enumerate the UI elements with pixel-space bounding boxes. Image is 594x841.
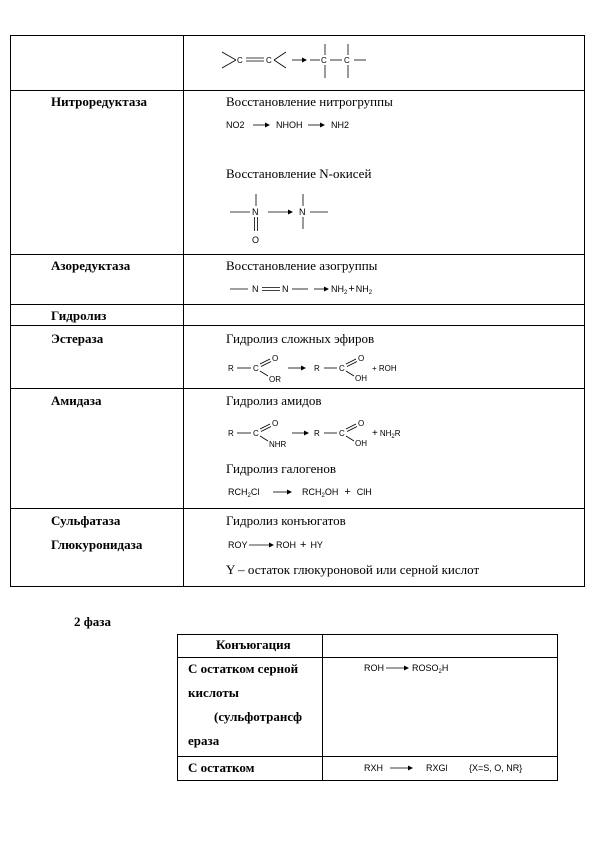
sulfate-row-line2: кислоты (188, 685, 239, 700)
glucuronidation-rxgl: RXGl (426, 763, 448, 773)
halogen-hydrolysis-scheme (226, 483, 426, 503)
conjugate-roh: ROH (276, 540, 296, 550)
enzyme-azoreductase: Азоредуктаза (51, 258, 131, 273)
halogen-plus: + (344, 486, 351, 498)
glucuronidation-note: {X=S, O, NR} (469, 763, 523, 773)
amide-r2: R (314, 429, 320, 438)
nitro-no2: NO2 (226, 120, 245, 130)
halogen-reactant-cl: Cl (250, 487, 260, 497)
ester-r1: R (228, 364, 234, 373)
azo-reduction-scheme (228, 280, 398, 300)
atom-c4: C (344, 56, 350, 65)
ester-o2: O (358, 354, 365, 363)
halogen-clh: ClH (356, 487, 372, 497)
reaction-ester-hydrolysis: Гидролиз сложных эфиров (226, 331, 375, 346)
sulfate-row-line3: (сульфотрансф (214, 709, 302, 724)
svg-text:ROH+HY (276, 539, 323, 551)
azo-product2-sub: 2 (368, 290, 373, 296)
amide-nhr: NHR (269, 440, 287, 449)
nitro-nh2: NH2 (331, 120, 350, 130)
svg-text:RCH2Cl (228, 487, 259, 499)
ester-hydrolysis-scheme (226, 352, 426, 384)
halogen-reactant: RCH (228, 487, 248, 497)
halogen-product: RCH (302, 487, 322, 497)
halogen-reactant-sub: 2 (247, 493, 251, 499)
amide-hydrolysis-scheme (226, 416, 426, 450)
ester-oh: OH (355, 374, 367, 383)
enzyme-esterase: Эстераза (51, 331, 104, 346)
atom-c1: C (237, 56, 243, 65)
amide-oh: OH (355, 439, 367, 448)
sulfation-product-sub: 2 (438, 669, 442, 675)
ester-c1: C (253, 364, 259, 373)
reaction-conjugate-hydrolysis: Гидролиз конъюгатов (226, 513, 346, 528)
sulfate-row-line1: С остатком серной (188, 661, 299, 676)
reaction-n-oxide-reduction: Восстановление N-окисей (226, 166, 372, 181)
conjugation-header: Конъюгация (216, 637, 291, 652)
azo-product1-sub: 2 (344, 290, 348, 296)
ester-o1: O (272, 354, 279, 363)
atom-c3: C (321, 56, 327, 65)
phase-2-label: 2 фаза (74, 614, 111, 629)
ester-or: OR (269, 375, 281, 384)
amide-c1: C (253, 429, 259, 438)
amide-r1: R (228, 429, 234, 438)
amide-nh-sub: 2 (391, 434, 395, 440)
halogen-product-oh: OH (324, 487, 339, 497)
amide-c2: C (339, 429, 345, 438)
conjugate-note: Y – остаток глюкуроновой или серной кислот (226, 562, 480, 577)
amide-nh-r: R (394, 429, 401, 438)
conjugate-hy: HY (310, 540, 323, 550)
atom-c2: C (266, 56, 272, 65)
conjugate-roy: ROY (228, 540, 248, 550)
azo-n1: N (252, 284, 259, 294)
azo-product2: NH (355, 284, 369, 294)
reaction-azo-reduction: Восстановление азогруппы (226, 258, 378, 273)
amide-plus: + (372, 428, 378, 439)
nitro-nhoh: NHOH (276, 120, 303, 130)
svg-text:NH2+NH2 (331, 283, 373, 296)
svg-text:RCH2OH+ClH (302, 486, 372, 499)
sulfation-product: ROSO (412, 663, 439, 673)
enzyme-glucuronidase: Глюкуронидаза (51, 537, 143, 552)
glucuronide-row-line1: С остатком (188, 760, 255, 775)
section-hydrolysis: Гидролиз (51, 308, 107, 323)
amide-o2: O (358, 419, 365, 428)
sulfation-roh: ROH (364, 663, 384, 673)
glucuronidation-scheme (362, 759, 552, 779)
ester-c2: C (339, 364, 345, 373)
enzyme-amidase: Амидаза (51, 393, 102, 408)
alkene-reduction-scheme (220, 40, 380, 84)
azo-product1: NH (331, 284, 344, 294)
enzyme-nitroreductase: Нитроредуктаза (51, 94, 148, 109)
reaction-amide-hydrolysis: Гидролиз амидов (226, 393, 322, 408)
glucuronidation-rxh: RXH (364, 763, 384, 773)
n-oxide-n1: N (252, 207, 259, 217)
azo-plus: + (348, 283, 355, 295)
svg-text:ROSO2H (412, 663, 448, 675)
reaction-halogen-hydrolysis: Гидролиз галогенов (226, 461, 336, 476)
conjugate-plus: + (300, 539, 307, 551)
n-oxide-n2: N (299, 207, 306, 217)
halogen-product-sub: 2 (321, 493, 325, 499)
reaction-nitro-reduction: Восстановление нитрогруппы (226, 94, 393, 109)
n-oxide-o: O (252, 235, 260, 245)
enzyme-sulfatase: Сульфатаза (51, 513, 121, 528)
ester-r2: R (314, 364, 320, 373)
svg-text:+NH2R (372, 428, 401, 440)
ester-plus-roh: + ROH (372, 364, 397, 373)
conjugate-hydrolysis-scheme (226, 536, 426, 556)
sulfation-scheme (362, 659, 522, 679)
amide-o1: O (272, 419, 279, 428)
n-oxide-reduction-scheme (228, 192, 348, 248)
azo-n2: N (282, 284, 289, 294)
nitro-reduction-scheme (224, 116, 384, 136)
sulfation-product-h: H (441, 663, 449, 673)
amide-nh: NH (379, 429, 392, 438)
sulfate-row-line4: еразa (188, 733, 220, 748)
